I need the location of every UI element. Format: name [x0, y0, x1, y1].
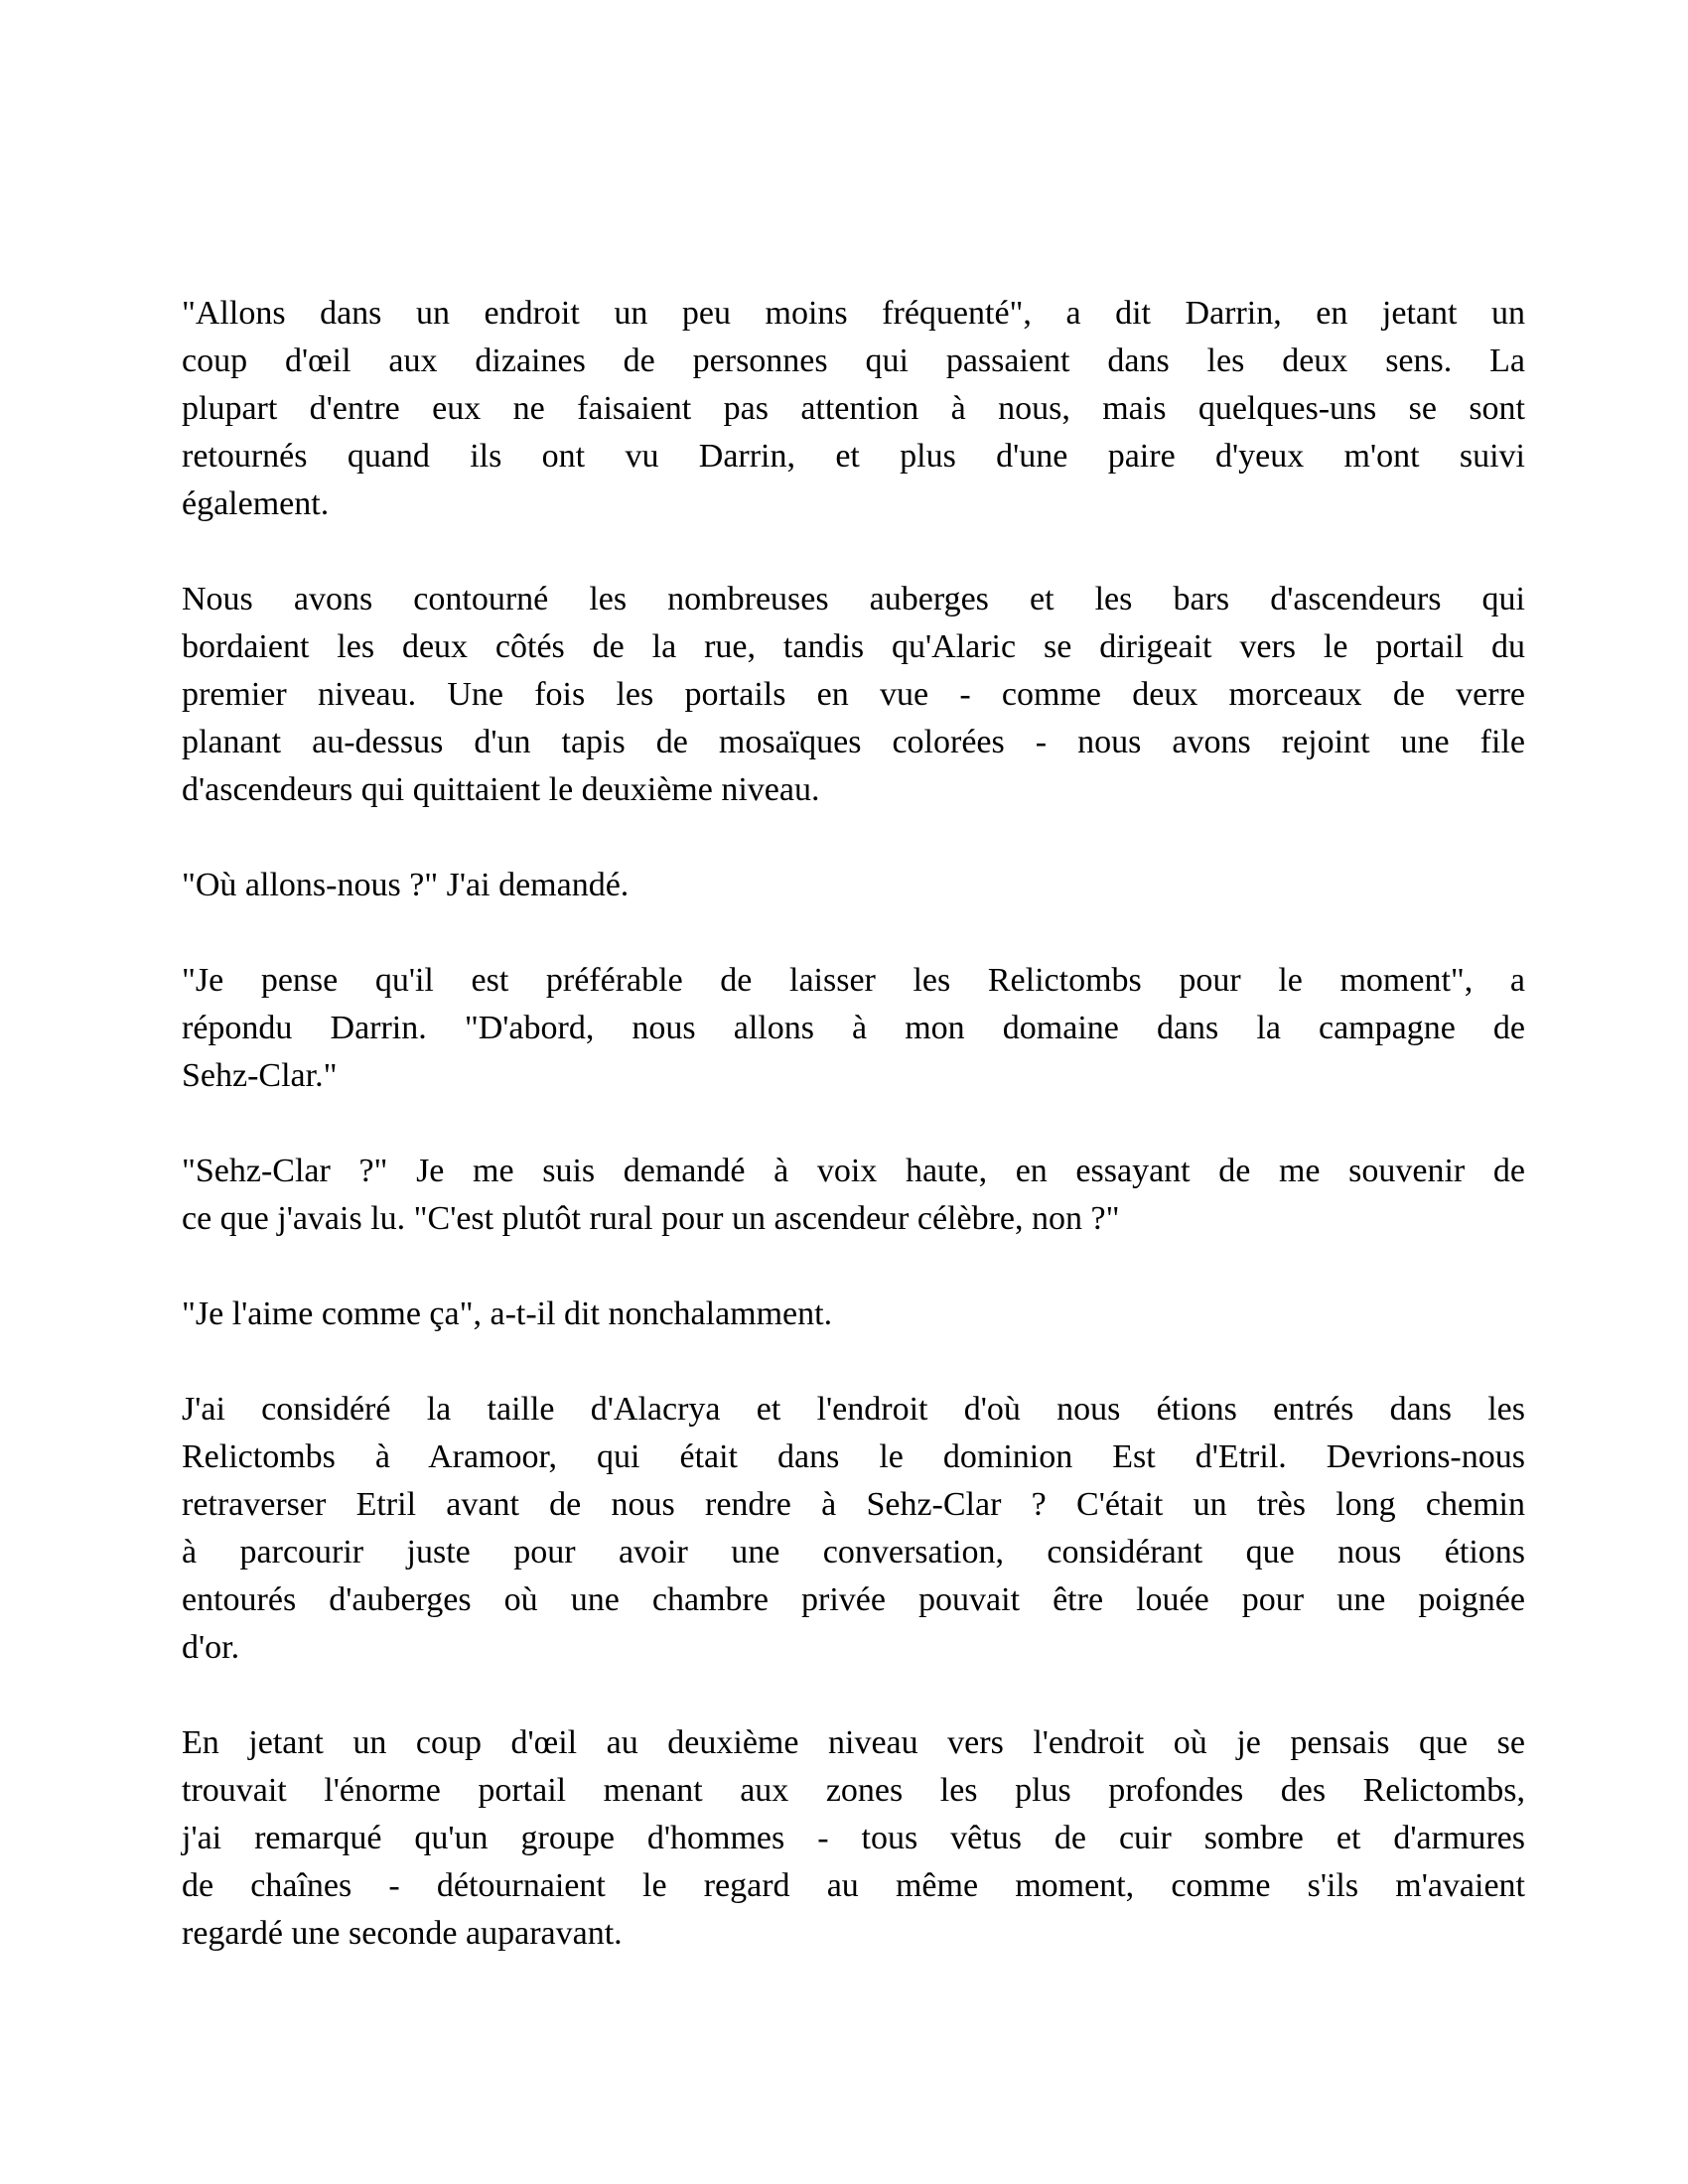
text-line: d'ascendeurs qui quittaient le deuxième niveau. — [182, 771, 820, 808]
text-line: planant au-dessus d'un tapis de mosaïques colorées - nous avons rejoint une file — [182, 724, 1525, 760]
text-line: premier niveau. Une fois les portails en vue - comme deux morceaux de verre — [182, 676, 1525, 713]
text-line: J'ai considéré la taille d'Alacrya et l'endroit d'où nous étions entrés dans les — [182, 1391, 1525, 1428]
text-line: En jetant un coup d'œil au deuxième niveau vers l'endroit où je pensais que se — [182, 1724, 1525, 1761]
text-line: regardé une seconde auparavant. — [182, 1915, 623, 1952]
text-line: à parcourir juste pour avoir une conversation, considérant que nous étions — [182, 1534, 1525, 1570]
text-line: Relictombs à Aramoor, qui était dans le dominion Est d'Etril. Devrions-nous — [182, 1438, 1525, 1475]
paragraph — [182, 290, 1525, 528]
text-line: d'or. — [182, 1629, 240, 1666]
page-text-block — [182, 290, 1525, 1958]
text-line: entourés d'auberges où une chambre privée pouvait être louée pour une poignée — [182, 1581, 1525, 1618]
text-line: retournés quand ils ont vu Darrin, et plus d'une paire d'yeux m'ont suivi — [182, 438, 1525, 475]
paragraph — [182, 957, 1525, 1100]
paragraph — [182, 1148, 1525, 1243]
text-line: "Où allons-nous ?" J'ai demandé. — [182, 867, 630, 903]
text-line: "Allons dans un endroit un peu moins fréquenté", a dit Darrin, en jetant un — [182, 295, 1525, 332]
text-line: répondu Darrin. "D'abord, nous allons à mon domaine dans la campagne de — [182, 1010, 1525, 1046]
text-line: trouvait l'énorme portail menant aux zones les plus profondes des Relictombs, — [182, 1772, 1525, 1809]
paragraph — [182, 576, 1525, 814]
text-line: également. — [182, 485, 330, 522]
paragraph — [182, 1719, 1525, 1958]
paragraph — [182, 1291, 1525, 1338]
text-line: plupart d'entre eux ne faisaient pas attention à nous, mais quelques-uns se sont — [182, 390, 1525, 427]
paragraph — [182, 1386, 1525, 1672]
paragraph — [182, 862, 1525, 909]
text-line: "Je l'aime comme ça", a-t-il dit nonchalamment. — [182, 1296, 833, 1332]
text-line: Sehz-Clar." — [182, 1057, 338, 1094]
text-line: bordaient les deux côtés de la rue, tandis qu'Alaric se dirigeait vers le portail du — [182, 628, 1525, 665]
text-line: coup d'œil aux dizaines de personnes qui passaient dans les deux sens. La — [182, 342, 1525, 379]
text-line: j'ai remarqué qu'un groupe d'hommes - tous vêtus de cuir sombre et d'armures — [182, 1820, 1525, 1856]
text-line: Nous avons contourné les nombreuses auberges et les bars d'ascendeurs qui — [182, 581, 1525, 617]
text-line: de chaînes - détournaient le regard au même moment, comme s'ils m'avaient — [182, 1867, 1525, 1904]
text-line: retraverser Etril avant de nous rendre à Sehz-Clar ? C'était un très long chemin — [182, 1486, 1525, 1523]
text-line: "Je pense qu'il est préférable de laisser les Relictombs pour le moment", a — [182, 962, 1525, 999]
text-line: ce que j'avais lu. "C'est plutôt rural pour un ascendeur célèbre, non ?" — [182, 1200, 1120, 1237]
text-line: "Sehz-Clar ?" Je me suis demandé à voix haute, en essayant de me souvenir de — [182, 1153, 1525, 1189]
